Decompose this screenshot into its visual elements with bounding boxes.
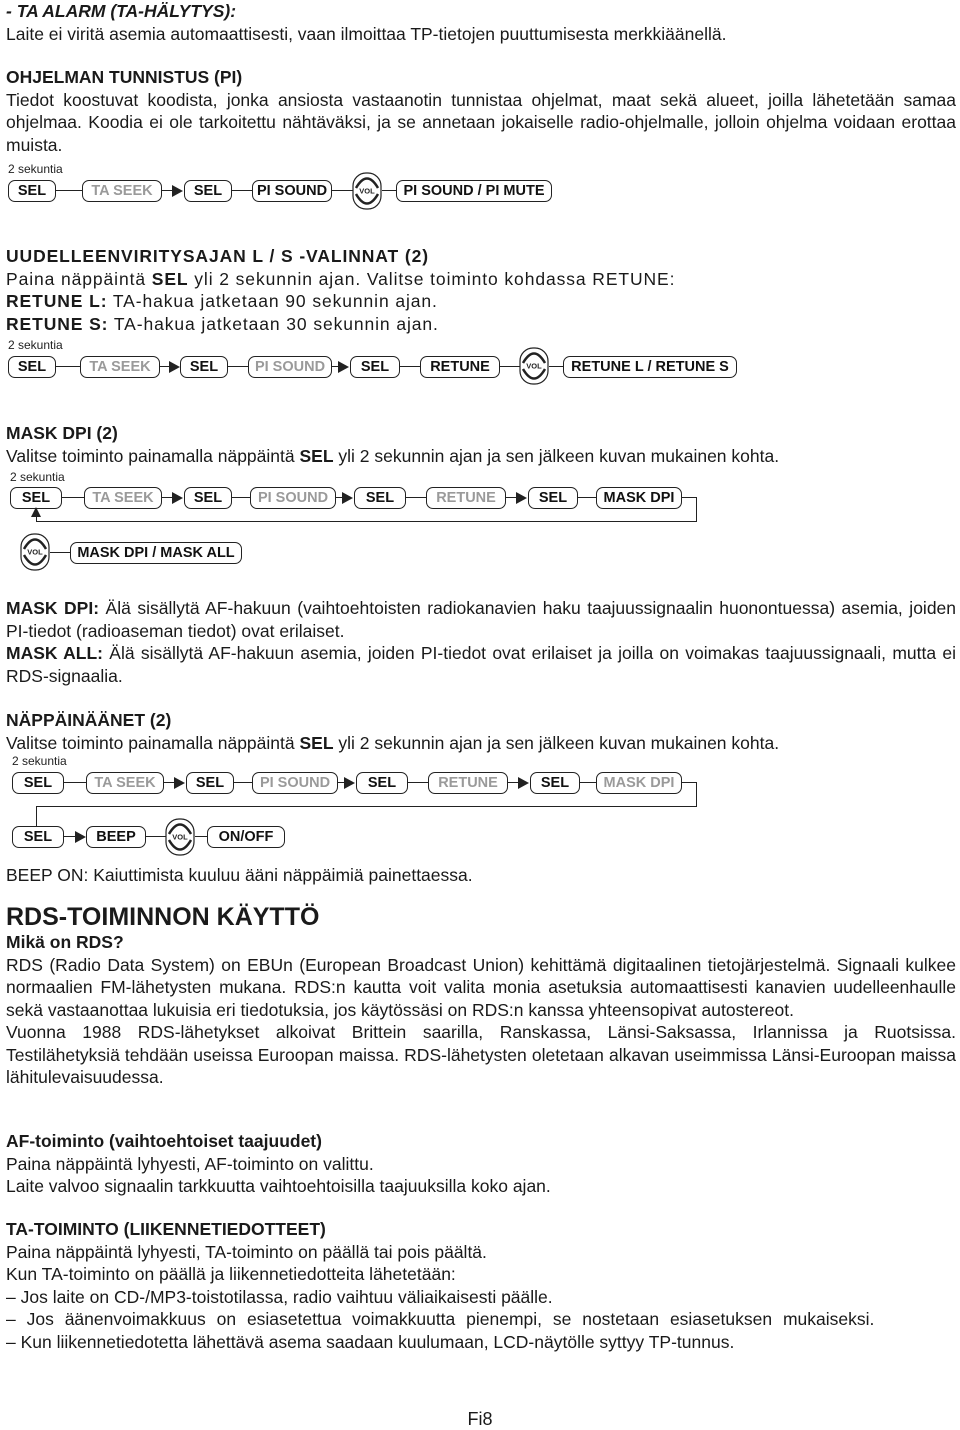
af-line-2: Laite valvoo signaalin tarkkuutta vaihtoehtoisilla taajuuksilla koko ajan. — [6, 1176, 551, 1196]
retune-ls-box: RETUNE L / RETUNE S — [563, 356, 737, 378]
retune-box: RETUNE — [428, 772, 508, 794]
svg-text:VOL: VOL — [359, 186, 375, 196]
pi-sound-box: PI SOUND — [252, 772, 338, 794]
pi-title: OHJELMAN TUNNISTUS (PI) — [6, 67, 243, 87]
sel-box: SEL — [8, 180, 56, 202]
ta-line-1: Paina näppäintä lyhyesti, TA-toiminto on päällä tai pois päältä. — [6, 1241, 487, 1262]
ta-seek-box: TA SEEK — [80, 356, 160, 378]
beep-line: Valitse toiminto painamalla näppäintä SEL yli 2 sekunnin ajan ja sen jälkeen kuvan mukainen kohta. — [6, 732, 780, 753]
vol-knob-icon — [20, 533, 50, 571]
ta-title: TA-TOIMINTO (LIIKENNETIEDOTTEET) — [6, 1219, 326, 1239]
ta-line-2: Kun TA-toiminto on päällä ja liikennetiedotteita lähetetään: — [6, 1264, 456, 1284]
beep-on-note: BEEP ON: Kaiuttimista kuuluu ääni näppäimiä painettaessa. — [6, 865, 473, 885]
ta-alarm-text: Laite ei viritä asemia automaattisesti, vaan ilmoittaa TP-tietojen puuttumisesta merkkiäänellä. — [6, 23, 727, 44]
arrow-icon — [518, 777, 529, 789]
on-off-box: ON/OFF — [207, 826, 285, 848]
pi-sound-mute-box: PI SOUND / PI MUTE — [396, 180, 552, 202]
sel-box: SEL — [530, 772, 580, 794]
sel-box: SEL — [356, 772, 408, 794]
two-seconds-label: 2 sekuntia — [12, 754, 67, 768]
retune-s-line: RETUNE S: TA-hakua jatketaan 30 sekunnin ajan. — [6, 313, 439, 334]
svg-text:VOL: VOL — [526, 361, 542, 371]
sel-box: SEL — [354, 487, 406, 509]
af-section — [6, 1130, 956, 1198]
page-number: Fi8 — [467, 1409, 493, 1429]
pi-sound-box: PI SOUND — [248, 356, 332, 378]
sel-box: SEL — [528, 487, 578, 509]
arrow-icon — [516, 492, 527, 504]
sel-box: SEL — [184, 487, 232, 509]
mask-dpi-all-box: MASK DPI / MASK ALL — [70, 542, 242, 564]
rds-paragraph-1: RDS (Radio Data System) on EBUn (European Broadcast Union) kehittämä digitaalinen tietojärjestelmä. Signaali kulkee normaalien FM-lähetysten mukana. RDS:n kautta voit valita monia asetuksia automaattisesti kanavien uudelleenhaulle sekä vastaanottaa lukuisia eri tiedotuksia, jos käytössäsi on RDS:n kanssa yhteensopivat autostereot. — [6, 954, 956, 1020]
arrow-icon — [338, 361, 349, 373]
retune-l-line: RETUNE L: TA-hakua jatketaan 90 sekunnin ajan. — [6, 291, 438, 311]
rds-subtitle: Mikä on RDS? — [6, 932, 124, 952]
sel-box: SEL — [8, 356, 56, 378]
vol-knob-icon — [165, 818, 195, 856]
beep-box: BEEP — [86, 826, 146, 848]
ta-seek-box: TA SEEK — [86, 772, 164, 794]
pi-sound-box: PI SOUND — [250, 487, 336, 509]
beep-title: NÄPPÄINÄÄNET (2) — [6, 710, 172, 730]
ta-line-5: – Kun liikennetiedotetta lähettävä asema saadaan kuulumaan, LCD-näytölle syttyy TP-tunnus. — [6, 1331, 735, 1352]
rds-paragraph-2: Vuonna 1988 RDS-lähetykset alkoivat Brittein saarilla, Ranskassa, Länsi-Saksassa, Irlannissa ja Ruotsissa. Testilähetyksiä tehdään useissa Euroopan maissa. RDS-lähetysten oletetaan alkavan useimmissa Länsi-Euroopan maissa lähitulevaisuudessa. — [6, 1022, 956, 1087]
vol-knob-icon — [519, 347, 549, 385]
arrow-icon — [342, 492, 353, 504]
rds-title: RDS-TOIMINNON KÄYTTÖ — [6, 903, 320, 931]
af-line-1: Paina näppäintä lyhyesti, AF-toiminto on valittu. — [6, 1153, 374, 1174]
sel-box: SEL — [186, 772, 234, 794]
retune-section — [6, 245, 956, 335]
vol-knob-icon — [352, 172, 382, 210]
sel-box: SEL — [12, 772, 64, 794]
two-seconds-label: 2 sekuntia — [8, 338, 63, 352]
arrow-icon — [169, 361, 180, 373]
retune-line1: Paina näppäintä SEL yli 2 sekunnin ajan. Valitse toiminto kohdassa RETUNE: — [6, 268, 676, 289]
mask-dpi-box: MASK DPI — [596, 772, 682, 794]
pi-section — [6, 66, 956, 156]
sel-box: SEL — [12, 826, 64, 848]
retune-title: UUDELLEENVIRITYSAJAN L / S -VALINNAT (2) — [6, 246, 429, 266]
arrow-icon — [172, 185, 183, 197]
mask-dpi-desc: MASK DPI: Älä sisällytä AF-hakuun (vaihtoehtoisten radiokanavien haku taajuussignaalin huonontuessa) asemia, joiden PI-tiedot (radioaseman tiedot) ovat erilaiset. — [6, 598, 957, 641]
two-seconds-label: 2 sekuntia — [8, 162, 63, 176]
mask-title: MASK DPI (2) — [6, 423, 118, 443]
ta-line-4: – Jos äänenvoimakkuus on esiasetettua voimakkuutta pienempi, se nostetaan esiasetuksen mukaiseksi. — [6, 1309, 875, 1329]
beep-note — [6, 864, 956, 887]
svg-text:VOL: VOL — [172, 832, 188, 842]
af-title: AF-toiminto (vaihtoehtoiset taajuudet) — [6, 1131, 322, 1151]
two-seconds-label: 2 sekuntia — [10, 470, 65, 484]
arrow-icon — [174, 777, 185, 789]
rds-section — [6, 903, 956, 1089]
sel-box: SEL — [350, 356, 400, 378]
ta-line-3: – Jos laite on CD-/MP3-toistotilassa, radio vaihtuu väliaikaisesti päälle. — [6, 1286, 553, 1307]
mask-dpi-box: MASK DPI — [596, 487, 682, 509]
ta-alarm-section — [6, 0, 956, 45]
arrow-up-icon — [31, 507, 41, 517]
ta-seek-box: TA SEEK — [84, 487, 162, 509]
arrow-icon — [172, 492, 183, 504]
sel-box: SEL — [10, 487, 62, 509]
ta-seek-box: TA SEEK — [82, 180, 162, 202]
sel-box: SEL — [180, 356, 228, 378]
mask-desc — [6, 597, 956, 687]
mask-all-desc: MASK ALL: Älä sisällytä AF-hakuun asemia, joiden PI-tiedot ovat erilaiset ja joilla on voimakas taajuussignaali, mutta ei RDS-signaalia. — [6, 643, 956, 686]
pi-text: Tiedot koostuvat koodista, jonka ansiosta vastaanotin tunnistaa ohjelmat, maat sekä alueet, joilla lähetetään samaa ohjelmaa. Koodia ei ole tarkoitettu nähtäväksi, ja se annetaan jokaiselle radio-ohjelmalle, jolloin ohjelma voidaan erottaa muista. — [6, 89, 956, 155]
mask-line: Valitse toiminto painamalla näppäintä SEL yli 2 sekunnin ajan ja sen jälkeen kuvan mukainen kohta. — [6, 445, 780, 466]
ta-section — [6, 1218, 956, 1353]
svg-text:VOL: VOL — [27, 547, 43, 557]
arrow-icon — [75, 831, 86, 843]
beep-section — [6, 709, 956, 754]
retune-box: RETUNE — [420, 356, 500, 378]
mask-section — [6, 422, 956, 467]
arrow-icon — [344, 777, 355, 789]
ta-alarm-title: - TA ALARM (TA-HÄLYTYS): — [6, 1, 237, 21]
retune-box: RETUNE — [426, 487, 506, 509]
pi-sound-box: PI SOUND — [252, 180, 332, 202]
sel-box: SEL — [184, 180, 232, 202]
